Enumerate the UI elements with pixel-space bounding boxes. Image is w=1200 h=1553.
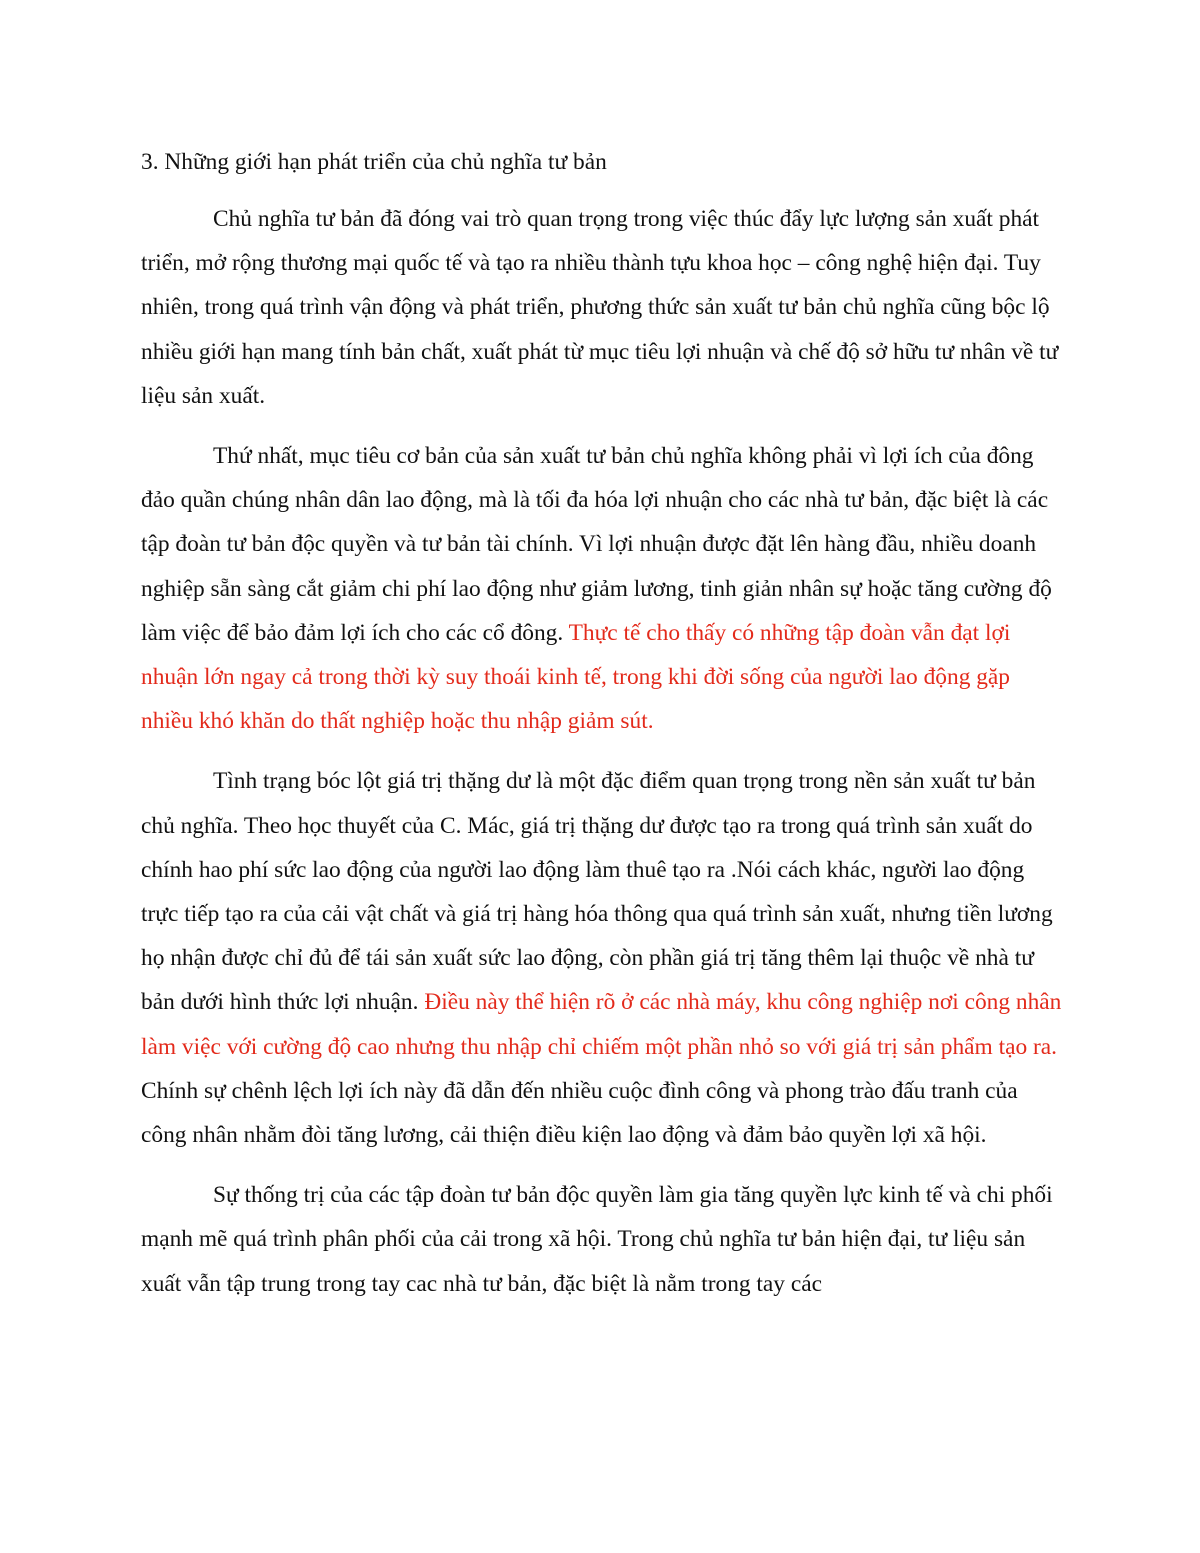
paragraph-text: Chủ nghĩa tư bản đã đóng vai trò quan trọng trong việc thúc đẩy lực lượng sản xuất phát triển, mở rộng thương mại quốc tế và tạo ra nhiều thành tựu khoa học – công nghệ hiện đại. Tuy nhiên, trong quá trình vận động và phát triển, phương thức sản xuất tư bản chủ nghĩa cũng bộc lộ nhiều giới hạn mang tính bản chất, xuất phát từ mục tiêu lợi nhuận và chế độ sở hữu tư nhân về tư liệu sản xuất. xyxy=(141,206,1059,409)
paragraph-text: Sự thống trị của các tập đoàn tư bản độc quyền làm gia tăng quyền lực kinh tế và chi phối mạnh mẽ quá trình phân phối của cải trong xã hội. Trong chủ nghĩa tư bản hiện đại, tư liệu sản xuất vẫn tập trung trong tay cac nhà tư bản, đặc biệt là nằm trong tay các xyxy=(141,1182,1053,1297)
paragraph-3 xyxy=(141,759,1066,1157)
paragraph-text: Chính sự chênh lệch lợi ích này đã dẫn đến nhiều cuộc đình công và phong trào đấu tranh của công nhân nhằm đòi tăng lương, cải thiện điều kiện lao động và đảm bảo quyền lợi xã hội. xyxy=(141,1077,1018,1149)
paragraph-text: Tình trạng bóc lột giá trị thặng dư là một đặc điểm quan trọng trong nền sản xuất tư bản chủ nghĩa. Theo học thuyết của C. Mác, giá trị thặng dư được tạo ra trong quá trình sản xuất do chính hao phí sức lao động của người lao động làm thuê tạo ra .Nói cách khác, người lao động trực tiếp tạo ra của cải vật chất và giá trị hàng hóa thông qua quá trình sản xuất, nhưng tiền lương họ nhận được chỉ đủ để tái sản xuất sức lao động, còn phần giá trị tăng thêm lại thuộc về nhà tư bản dưới hình thức lợi nhuận. xyxy=(141,768,1053,1016)
paragraph-4 xyxy=(141,1173,1066,1306)
paragraph-text: Thứ nhất, mục tiêu cơ bản của sản xuất tư bản chủ nghĩa không phải vì lợi ích của đông đảo quần chúng nhân dân lao động, mà là tối đa hóa lợi nhuận cho các nhà tư bản, đặc biệt là các tập đoàn tư bản độc quyền và tư bản tài chính. Vì lợi nhuận được đặt lên hàng đầu, nhiều doanh nghiệp sẵn sàng cắt giảm chi phí lao động như giảm lương, tinh giản nhân sự hoặc tăng cường độ làm việc để bảo đảm lợi ích cho các cổ đông. xyxy=(141,443,1052,646)
paragraph-2 xyxy=(141,434,1066,743)
highlighted-text: Điều này thể hiện rõ ở các nhà máy, khu công nghiệp nơi công nhân làm việc với cường độ cao nhưng thu nhập chỉ chiếm một phần nhỏ so với giá trị sản phẩm tạo ra. xyxy=(141,989,1062,1060)
paragraph-1 xyxy=(141,197,1066,418)
section-heading: 3. Những giới hạn phát triển của chủ nghĩa tư bản xyxy=(141,149,607,175)
highlighted-text: Thực tế cho thấy có những tập đoàn vẫn đạt lợi nhuận lớn ngay cả trong thời kỳ suy thoái kinh tế, trong khi đời sống của người lao động gặp nhiều khó khăn do thất nghiệp hoặc thu nhập giảm sút. xyxy=(141,619,1011,735)
document-body xyxy=(141,140,1066,1306)
